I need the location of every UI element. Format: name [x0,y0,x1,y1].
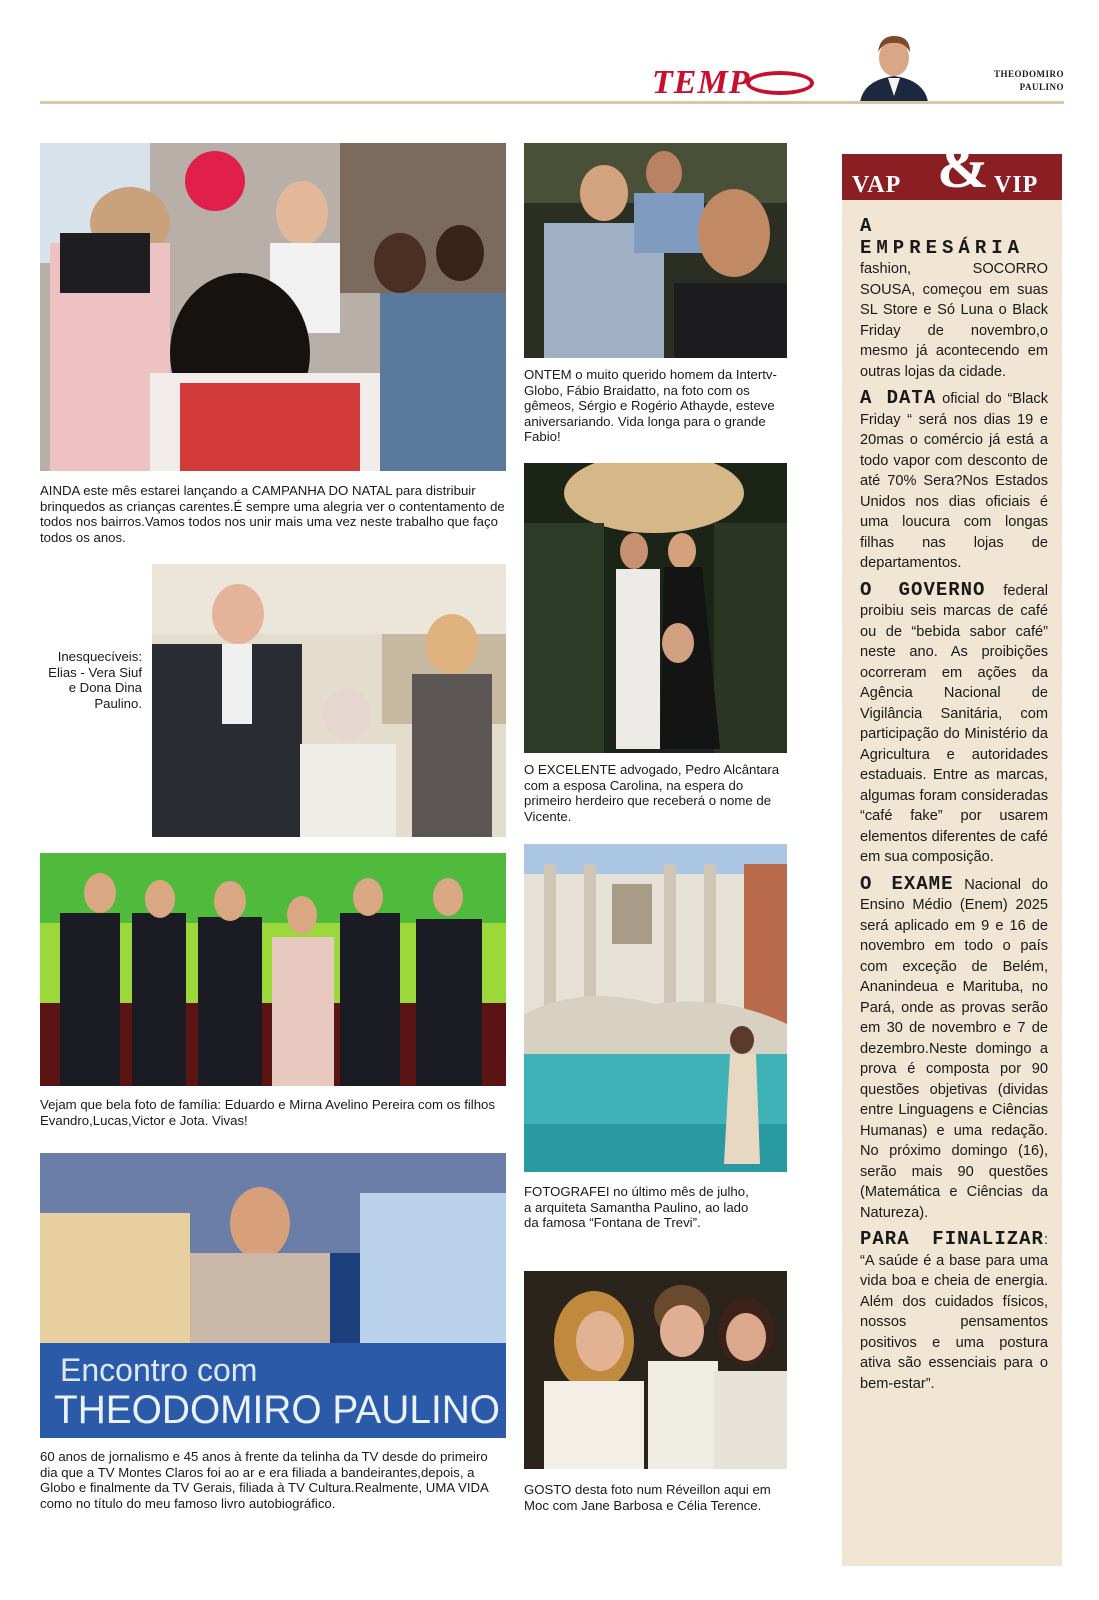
caption-reveillon: GOSTO desta foto num Réveillon aqui em Moc com Jane Barbosa e Célia Terence. [524,1482,771,1513]
columnist-portrait [852,30,936,102]
note-exame [860,874,1048,1224]
note-body: fashion, SOCORRO SOUSA, começou em suas SL Store e Só Luna o Black Friday de novembro,o mesmo já acontecendo em outras lojas da cidade. [860,261,1048,380]
birthday-photo [524,143,787,358]
note-body: federal proibiu seis marcas de café ou de “bebida sabor café” neste ano. As proibições ocorreram em ações da Agência Nacional de Vigilância Sanitária, com participação do Ministério da Agricultura e autoridades estaduais. Entre as marcas, algumas foram consideradas “café fake” por usarem elementos diferentes de café em sua composição. [860,582,1048,865]
tv-screen-photo [40,1153,506,1438]
note-empresaria [860,216,1048,382]
logo-o-mark [746,71,814,95]
byline-last-name: PAULINO [1019,82,1064,92]
note-lead: PARA FINALIZAR [860,1228,1044,1250]
banner-vap: VAP [852,172,902,198]
note-lead: O EXAME [860,872,954,895]
caption-campaign: AINDA este mês estarei lançando a CAMPANHA DO NATAL para distribuir brinquedos as crianças carentes.É sempre uma alegria ver o contentamento de todos nos bairros.Vamos todos nos unir mais uma vez neste trabalho que faço todos os anos. [40,483,505,545]
tv-banner-line1: Encontro com [60,1352,258,1388]
caption-family: Vejam que bela foto de família: Eduardo e Mirna Avelino Pereira com os filhos Evandro,Lucas,Victor e Jota. Vivas! [40,1097,495,1128]
caption-trevi: FOTOGRAFEI no último mês de julho, a arquiteta Samantha Paulino, ao lado da famosa “Fontana de Trevi”. [524,1184,749,1231]
trevi-photo [524,844,787,1172]
header-divider [40,101,1064,104]
note-finalizar [860,1229,1048,1394]
vap-vip-banner [842,133,1062,201]
note-data [860,388,1048,574]
couple-photo [524,463,787,753]
tv-banner-line2: THEODOMIRO PAULINO [54,1388,500,1432]
note-body: Nacional do Ensino Médio (Enem) 2025 será aplicado em 9 e 16 de novembro em todo o país com exceção de Belém, Ananindeua e Marituba, no Pará, onde as provas serão em 30 de novembro e 7 de dezembro.Neste domingo a prova é composta por 90 questões objetivas (dividas entre Linguagens e Ciências Humanas) e uma redação. No próximo domingo (16), serão mais 90 questões (Matemática e Ciências da Natureza). [860,876,1048,1221]
logo-text: TEMP [652,64,751,101]
caption-memorable: Inesquecíveis: Elias - Vera Siuf e Dona Dina Paulino. [48,649,142,711]
memorable-photo [152,564,506,837]
reveillon-photo [524,1271,787,1469]
byline-first-name: THEODOMIRO [993,69,1064,79]
note-lead: A DATA [860,387,937,409]
note-body: : “A saúde é a base para uma vida boa e cheia de energia. Além dos cuidados físicos, nossos pensamentos positivos e uma postura ativa são essenciais para o bem-estar”. [860,1232,1048,1392]
vap-vip-column [842,133,1062,1566]
vap-vip-text [860,216,1048,1400]
tempo-logo [652,64,814,102]
banner-vip: VIP [994,172,1039,198]
caption-couple: O EXCELENTE advogado, Pedro Alcântara com a esposa Carolina, na espera do primeiro herdeiro que receberá o nome de Vicente. [524,762,780,824]
campaign-photo [40,143,506,471]
banner-ampersand: & [937,133,989,201]
caption-tv: 60 anos de jornalismo e 45 anos à frente da telinha da TV desde do primeiro dia que a TV Montes Claros foi ao ar e era filiada a bandeirantes,depois, a Globo e finalmente da TV Gerais, filiada à TV Cultura.Realmente, UMA VIDA como no título do meu famoso livro autobiográfico. [40,1449,489,1511]
family-photo [40,853,506,1086]
note-lead: O GOVERNO [860,578,986,601]
caption-birthday: ONTEM o muito querido homem da Intertv-Globo, Fábio Braidatto, na foto com os gêmeos, Sérgio e Rogério Athayde, esteve aniversariando. Vida longa para o grande Fabio! [524,367,777,445]
note-governo [860,580,1048,868]
columnist-byline [968,68,1064,94]
note-body: oficial do “Black Friday “ será nos dias 19 e 20mas o comércio já está a todo vapor com desconto de até 70% Sera?Nos Estados Unidos nos dias oficiais é uma loucura com longas filhas nas lojas de departamentos. [860,391,1048,571]
note-lead: A EMPRESÁRIA [860,215,1025,259]
